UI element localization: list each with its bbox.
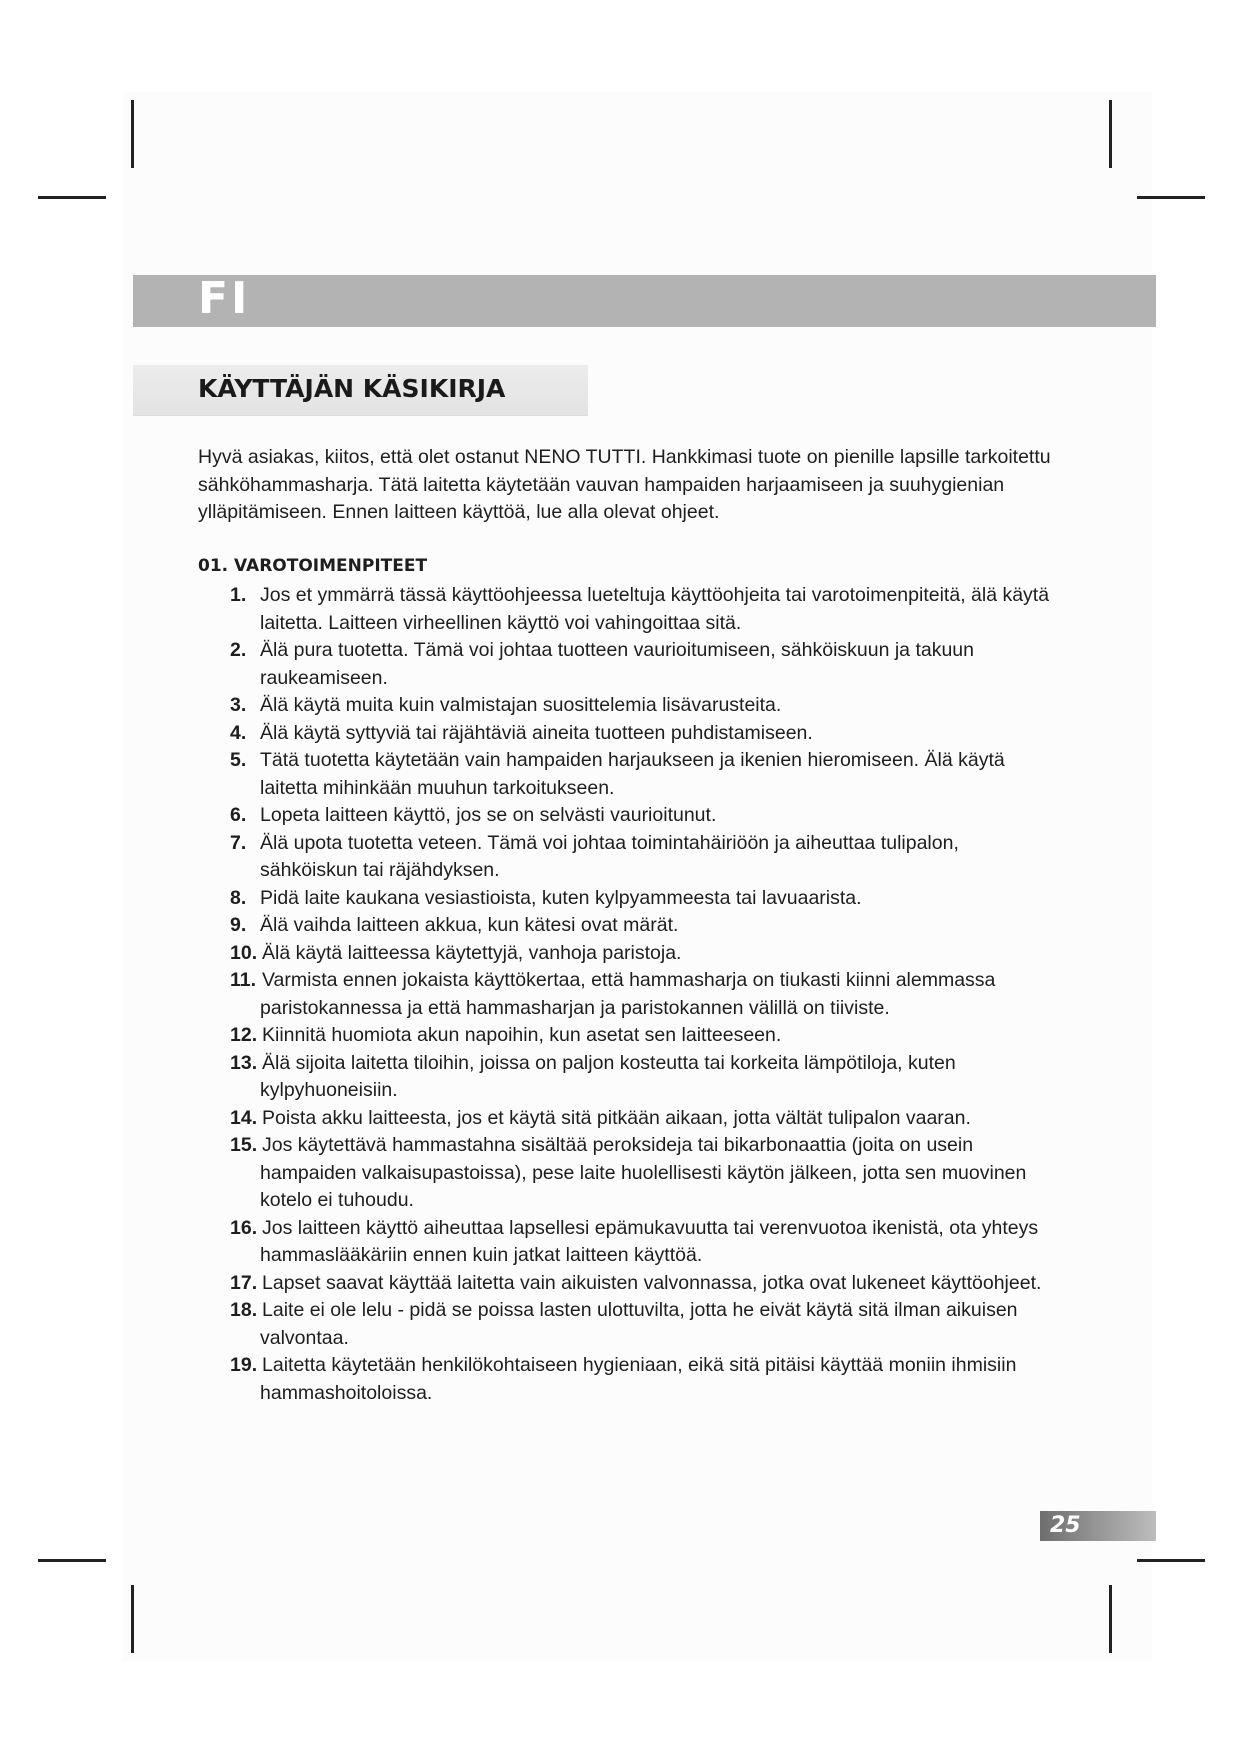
crop-mark-top-right-vertical [1109,100,1112,168]
list-item [230,1105,1058,1133]
item-number: 6. [230,804,247,826]
list-item [230,1022,1058,1050]
list-item [230,1132,1058,1215]
item-text: Älä käytä muita kuin valmistajan suosittelemia lisävarusteita. [260,694,782,716]
item-text: Jos käytettävä hammastahna sisältää peroksideja tai bikarbonaattia (joita on usein hampaiden valkaisupastoissa), pese laite huolellisesti käytön jälkeen, jotta sen muovinen kotelo ei tuhoudu. [260,1134,1027,1211]
list-item [230,637,1058,692]
item-number: 16. [230,1216,258,1239]
item-number: 14. [230,1106,258,1129]
item-number: 9. [230,914,247,936]
section-heading: 01. VAROTOIMENPITEET [198,555,428,576]
list-item [230,967,1058,1022]
item-text: Jos et ymmärrä tässä käyttöohjeessa lueteltuja käyttöohjeita tai varotoimenpiteitä, älä käytä laitetta. Laitteen virheellinen käyttö voi vahingoittaa sitä. [260,584,1050,634]
item-text: Jos laitteen käyttö aiheuttaa lapsellesi epämukavuutta tai verenvuotoa ikenistä, ota yhteys hammaslääkäriin ennen kuin jatkat laitteen käyttöä. [260,1216,1039,1266]
item-number: 17. [230,1271,258,1294]
page-title: KÄYTTÄJÄN KÄSIKIRJA [198,374,506,403]
crop-mark-bottom-left-horizontal [38,1559,106,1562]
item-text: Älä käytä laitteessa käytettyjä, vanhoja paristoja. [262,941,682,964]
item-text: Laite ei ole lelu - pidä se poissa lasten ulottuvilta, jotta he eivät käytä sitä ilman aikuisen valvontaa. [260,1299,1018,1349]
list-item [230,885,1058,913]
language-band [133,275,1156,327]
item-text: Älä pura tuotetta. Tämä voi johtaa tuotteen vaurioitumiseen, sähköiskuun ja takuun raukeamiseen. [260,639,974,689]
item-text: Älä käytä syttyviä tai räjähtäviä aineita tuotteen puhdistamiseen. [260,721,813,744]
item-text: Kiinnitä huomiota akun napoihin, kun asetat sen laitteeseen. [262,1024,782,1046]
item-number: 5. [230,749,247,771]
item-number: 2. [230,639,247,661]
crop-mark-top-right-horizontal [1137,196,1205,199]
item-text: Älä upota tuotetta veteen. Tämä voi johtaa toimintahäiriöön ja aiheuttaa tulipalon, sähköiskun tai räjähdyksen. [260,831,959,881]
intro-paragraph: Hyvä asiakas, kiitos, että olet ostanut NENO TUTTI. Hankkimasi tuote on pienille lapsille tarkoitettu sähköhammasharja. Tätä laitetta käytetään vauvan hampaiden harjaamiseen ja suuhygienian ylläpitämiseen. Ennen laitteen käyttöä, lue alla olevat ohjeet. [198,446,1051,523]
document-body [198,444,1058,1407]
crop-mark-top-left-horizontal [38,196,106,199]
item-number: 18. [230,1299,258,1321]
item-number: 3. [230,694,247,716]
crop-mark-top-left-vertical [131,100,134,168]
list-item [230,582,1058,637]
item-number: 13. [230,1051,258,1074]
item-number: 1. [230,584,247,606]
list-item [230,1270,1058,1298]
item-text: Tätä tuotetta käytetään vain hampaiden harjaukseen ja ikenien hieromiseen. Älä käytä laitetta mihinkään muuhun tarkoitukseen. [260,749,1005,799]
list-item [230,1215,1058,1270]
item-text: Lopeta laitteen käyttö, jos se on selvästi vaurioitunut. [260,804,717,826]
item-number: 19. [230,1354,258,1376]
list-item [230,802,1058,830]
page-number: 25 [1050,1513,1081,1538]
item-text: Pidä laite kaukana vesiastioista, kuten kylpyammeesta tai lavuaarista. [260,886,862,909]
list-item [230,720,1058,748]
item-number: 4. [230,721,247,744]
item-number: 8. [230,886,247,909]
item-text: Laitetta käytetään henkilökohtaiseen hygieniaan, eikä sitä pitäisi käyttää moniin ihmisiin hammashoitoloissa. [260,1354,1017,1404]
list-item [230,912,1058,940]
precautions-list [230,582,1058,1407]
item-number: 10. [230,941,258,964]
item-text: Lapset saavat käyttää laitetta vain aikuisten valvonnassa, jotka ovat lukeneet käyttöohjeet. [262,1271,1042,1294]
item-text: Älä vaihda laitteen akkua, kun kätesi ovat märät. [260,914,679,936]
list-item [230,1297,1058,1352]
list-item [230,1352,1058,1407]
list-item [230,747,1058,802]
list-item [230,1050,1058,1105]
item-number: 11. [230,969,257,991]
item-text: Poista akku laitteesta, jos et käytä sitä pitkään aikaan, jotta vältät tulipalon vaaran. [262,1106,971,1129]
crop-mark-bottom-left-vertical [131,1585,134,1653]
crop-mark-bottom-right-vertical [1109,1585,1112,1653]
item-number: 7. [230,831,247,854]
list-item [230,830,1058,885]
language-code: FI [198,273,251,324]
item-text: Varmista ennen jokaista käyttökertaa, että hammasharja on tiukasti kiinni alemmassa paristokannessa ja että hammasharjan ja paristokannen välillä on tiiviste. [260,969,996,1019]
crop-mark-bottom-right-horizontal [1137,1559,1205,1562]
item-text: Älä sijoita laitetta tiloihin, joissa on paljon kosteutta tai korkeita lämpötiloja, kuten kylpyhuoneisiin. [260,1051,956,1101]
item-number: 12. [230,1024,258,1046]
list-item [230,692,1058,720]
list-item [230,940,1058,968]
item-number: 15. [230,1134,258,1156]
